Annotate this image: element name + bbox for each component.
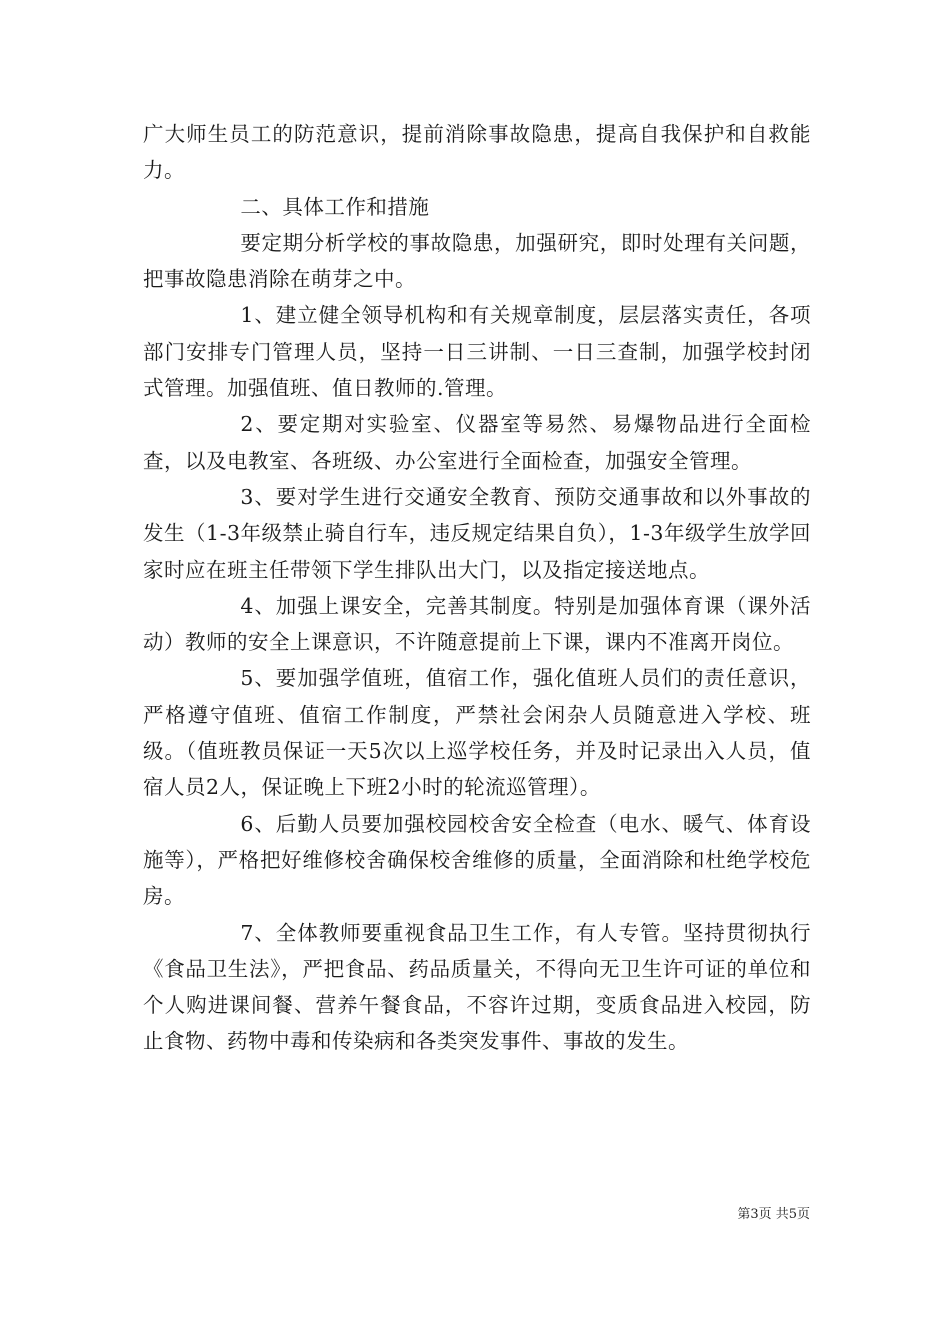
document-body	[143, 116, 811, 1060]
paragraph-item-2: 2、要定期对实验室、仪器室等易然、易爆物品进行全面检查，以及电教室、各班级、办公室进行全面检查，加强安全管理。	[143, 412, 811, 473]
page-number-footer: 第3页 共5页	[737, 1207, 810, 1222]
paragraph-item-1: 1、建立健全领导机构和有关规章制度，层层落实责任，各项部门安排专门管理人员，坚持一日三讲制、一日三查制，加强学校封闭式管理。加强值班、值日教师的.管理。	[143, 303, 811, 401]
paragraph-item-4: 4、加强上课安全，完善其制度。特别是加强体育课（课外活动）教师的安全上课意识，不许随意提前上下课，课内不准离开岗位。	[143, 593, 811, 655]
paragraph-continuation: 广大师生员工的防范意识，提前消除事故隐患，提高自我保护和自救能力。	[143, 122, 811, 183]
paragraph-intro: 要定期分析学校的事故隐患，加强研究，即时处理有关问题，把事故隐患消除在萌芽之中。	[143, 230, 811, 292]
paragraph-item-6: 6、后勤人员要加强校园校舍安全检查（电水、暖气、体育设施等），严格把好维修校舍确保校舍维修的质量，全面消除和杜绝学校危房。	[143, 811, 811, 909]
paragraph-item-7: 7、全体教师要重视食品卫生工作，有人专管。坚持贯彻执行《食品卫生法》，严把食品、药品质量关，不得向无卫生许可证的单位和个人购进课间餐、营养午餐食品，不容许过期，变质食品进入校园，防止食物、药物中毒和传染病和各类突发事件、事故的发生。	[143, 920, 811, 1054]
paragraph-item-5: 5、要加强学值班，值宿工作，强化值班人员们的责任意识，严格遵守值班、值宿工作制度，严禁社会闲杂人员随意进入学校、班级。（值班教员保证一天5次以上巡学校任务，并及时记录出入人员，值宿人员2人，保证晚上下班2小时的轮流巡管理）。	[143, 666, 811, 800]
section-heading: 二、具体工作和措施	[240, 194, 430, 219]
paragraph-item-3: 3、要对学生进行交通安全教育、预防交通事故和以外事故的发生（1-3年级禁止骑自行车，违反规定结果自负），1-3年级学生放学回家时应在班主任带领下学生排队出大门，以及指定接送地点。	[143, 484, 811, 582]
